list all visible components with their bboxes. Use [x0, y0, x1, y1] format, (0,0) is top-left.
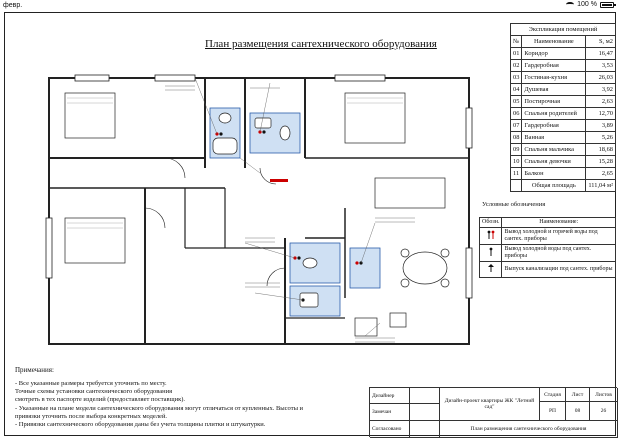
table-row: 05 Постирочная 2,63	[511, 96, 616, 108]
table-row: 07 Гардеробная 3,89	[511, 120, 616, 132]
table-row: 01 Коридор 16,47	[511, 48, 616, 60]
total-value: 111,04 м²	[586, 180, 616, 192]
legend-row	[480, 262, 616, 278]
legend-title: Условные обозначения	[482, 201, 546, 208]
drawing-title: План размещения сантехнического оборудования	[205, 38, 437, 50]
note-line: - Все указанные размеры требуется уточнить по месту.	[15, 380, 167, 387]
table-row: 02 Гардеробная 3,53	[511, 60, 616, 72]
explication-caption: Экспликация помещений	[511, 24, 616, 36]
stamp-sheets: 26	[590, 402, 618, 421]
note-line: - Привязки сантехнического оборудования даны без учета толщины плитки и штукатурки.	[15, 421, 266, 429]
legend-text: Вывод холодной и горячей воды под сантех. приборы	[502, 228, 616, 245]
stamp-stage-label: Стадия	[540, 388, 566, 402]
wifi-icon	[566, 2, 574, 7]
explication-header-area: S, м2	[586, 36, 616, 48]
stamp-checked: Замечан	[370, 404, 410, 421]
stamp-drawing: План размещения сантехнического оборудования	[440, 421, 618, 438]
hot-cold-water-outlet-icon	[486, 230, 496, 240]
sewer-outlet-icon	[486, 263, 496, 273]
explication-table	[510, 23, 616, 192]
note-line: - Указанные на плане модели сантехнического оборудования могут отличаться от купленных. Высоты и	[15, 404, 304, 412]
legend-text: Вывод холодной воды под сантех. приборы	[502, 245, 616, 262]
total-label: Общая площадь	[522, 180, 586, 192]
battery-icon	[600, 2, 614, 8]
stamp-designer: Дизайнер	[370, 388, 410, 404]
status-bar	[0, 0, 620, 12]
stamp-sheets-label: Листов	[590, 388, 618, 402]
table-row: 11 Балкон 2,65	[511, 168, 616, 180]
cold-water-outlet-icon	[486, 247, 496, 257]
table-row: 09 Спальня мальчика 18,68	[511, 144, 616, 156]
notes-title: Примечания:	[15, 366, 54, 374]
legend-text: Выпуск канализации под сантех. приборы	[502, 262, 616, 278]
notes	[15, 380, 360, 429]
table-row: 04 Душевая 3,92	[511, 84, 616, 96]
legend-row	[480, 245, 616, 262]
legend-row	[480, 228, 616, 245]
note-line: привязки уточнить после выбора конкретных моделей.	[15, 412, 168, 420]
table-row: 10 Спальня девочки 15,28	[511, 156, 616, 168]
table-row: 03 Гостиная-кухня 26,03	[511, 72, 616, 84]
stamp-project: Дизайн-проект квартиры ЖК "Летний сад"	[440, 388, 540, 421]
battery-percent: 100 %	[577, 1, 597, 8]
stamp-sheet: 08	[566, 402, 590, 421]
total-row	[511, 180, 616, 192]
legend-table	[479, 217, 616, 278]
note-line: Точные схемы установки сантехнического оборудования	[15, 388, 173, 396]
legend-header-name: Наименование:	[502, 218, 616, 228]
stamp-stage: РП	[540, 402, 566, 421]
status-date: февр.	[3, 2, 23, 9]
explication-header-number: №	[511, 36, 522, 48]
table-row: 08 Ванная 5,26	[511, 132, 616, 144]
floor-plan[interactable]	[45, 68, 475, 358]
stamp-agreed: Согласовано	[370, 421, 410, 438]
note-line: смотреть в тех паспорте изделий (предоставляет поставщик).	[15, 396, 186, 404]
drawing-sheet[interactable]	[4, 12, 616, 436]
title-block	[369, 387, 617, 437]
stamp-sheet-label: Лист	[566, 388, 590, 402]
table-row: 06 Спальня родителей 12,70	[511, 108, 616, 120]
explication-header-name: Наименование	[522, 36, 586, 48]
legend-header-symbol: Обозн.	[480, 218, 502, 228]
